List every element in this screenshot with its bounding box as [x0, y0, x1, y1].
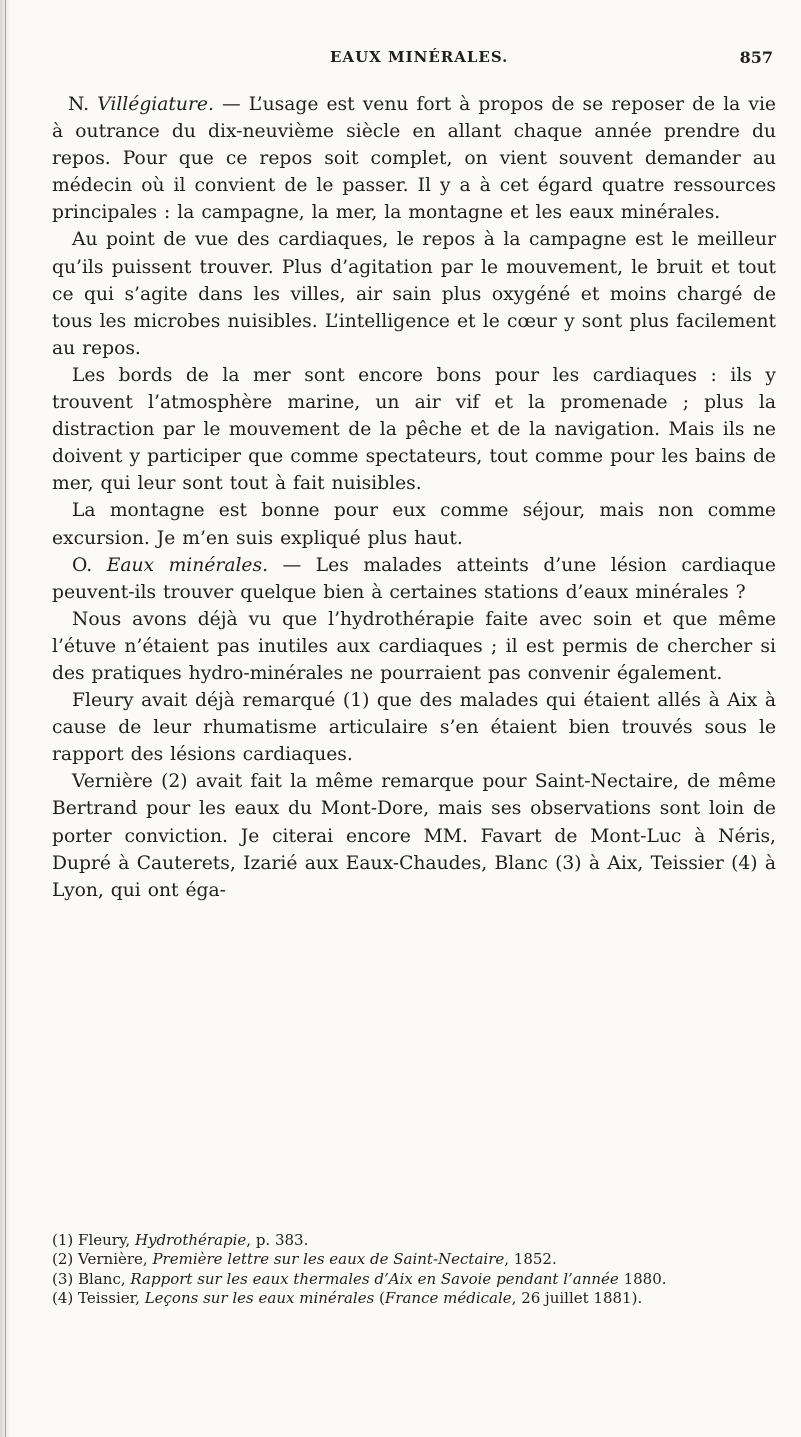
- paragraph-villegiature: [52, 91, 776, 226]
- footnote-journal-rest: , 26 juillet 1881).: [511, 1289, 643, 1308]
- footnote-title: Hydrothérapie: [134, 1231, 247, 1249]
- footnote-title: Rapport sur les eaux thermales d’Aix en Savoie pendant l’année: [130, 1269, 619, 1288]
- page-header: [0, 48, 801, 68]
- footnote-author: Blanc,: [78, 1269, 131, 1288]
- footnote-4: [52, 1290, 774, 1307]
- running-title: EAUX MINÉRALES.: [330, 48, 509, 66]
- footnote-title: Première lettre sur les eaux de Saint-Nectaire: [152, 1250, 505, 1269]
- paragraph-campagne: Au point de vue des cardiaques, le repos à la campagne est le meilleur qu’ils puissent trouver. Plus d’agitation par le mouvement, le bruit et tout ce qui s’agite dans les villes, air sain plus oxygéné et moins chargé de tous les microbes nuisibles. L’intelligence et le cœur y sont plus facilement au repos.: [52, 229, 776, 359]
- footnote-author: Fleury,: [78, 1231, 135, 1249]
- footnote-number: (4): [52, 1289, 74, 1308]
- footnote-rest: (: [374, 1289, 385, 1308]
- page-number: 857: [739, 48, 773, 67]
- footnote-number: (2): [52, 1250, 74, 1269]
- paragraph-text: — L’usage est venu fort à propos de se reposer de la vie à outrance du dix-neuvième siècle en allant chaque année prendre du repos. Pour que ce repos soit complet, on vient souvent demander au médecin où il convient de le passer. Il y a à cet égard quatre ressources principales : la campagne, la mer, la montagne et les eaux minérales.: [52, 94, 776, 224]
- paragraph-eaux-minerales: [52, 552, 776, 606]
- paragraph-fleury: Fleury avait déjà remarqué (1) que des malades qui étaient allés à Aix à cause de leur rhumatisme articulaire s’en étaient bien trouvés sous le rapport des lésions cardiaques.: [52, 690, 776, 766]
- footnote-rest: , p. 383.: [246, 1231, 309, 1249]
- footnote-title: Leçons sur les eaux minérales: [144, 1289, 375, 1308]
- footnote-number: (1): [52, 1231, 74, 1249]
- paragraph-montagne: La montagne est bonne pour eux comme séjour, mais non comme excursion. Je m’en suis expliqué plus haut.: [52, 500, 776, 549]
- footnote-journal-title: France médicale: [384, 1289, 512, 1308]
- paragraph-hydrotherapie: Nous avons déjà vu que l’hydrothérapie faite avec soin et que même l’étuve n’étaient pas inutiles aux cardiaques ; il est permis de chercher si des pratiques hydro-minérales ne pourraient pas convenir également.: [52, 608, 776, 684]
- footnote-2: [52, 1251, 774, 1268]
- paragraph-verniere: Vernière (2) avait fait la même remarque pour Saint-Nectaire, de même Bertrand pour les eaux du Mont-Dore, mais ses observations sont loin de porter conviction. Je citerai encore MM. Favart de Mont-Luc à Néris, Dupré à Cauterets, Izarié aux Eaux-Chaudes, Blanc (3) à Aix, Teissier (4) à Lyon, qui ont éga-: [52, 771, 776, 901]
- paragraph-text: — Les malades atteints d’une lésion cardiaque peuvent-ils trouver quelque bien à certaines stations d’eaux minérales ?: [52, 554, 776, 603]
- section-title-eaux-minerales: Eaux minérales.: [106, 554, 269, 576]
- body-text: [52, 91, 776, 904]
- paragraph-mer: Les bords de la mer sont encore bons pour les cardiaques : ils y trouvent l’atmosphère marine, un air vif et la promenade ; plus la distraction par le mouvement de la pêche et de la navigation. Mais ils ne doivent y participer que comme spectateurs, tout comme pour les bains de mer, qui leur sont tout à fait nuisibles.: [52, 364, 776, 495]
- section-title-villegiature: Villégiature.: [97, 94, 214, 115]
- page-edge-line: [5, 0, 6, 1437]
- footnote-author: Vernière,: [78, 1250, 153, 1269]
- footnote-author: Teissier,: [78, 1289, 145, 1308]
- footnotes: [52, 1232, 774, 1310]
- footnote-number: (3): [52, 1269, 74, 1288]
- footnote-3: [52, 1271, 774, 1288]
- section-label-n: N.: [68, 94, 90, 115]
- footnote-rest: 1880.: [618, 1269, 667, 1288]
- section-label-o: O.: [72, 554, 93, 576]
- footnote-1: [52, 1232, 774, 1249]
- footnote-rest: , 1852.: [504, 1250, 557, 1269]
